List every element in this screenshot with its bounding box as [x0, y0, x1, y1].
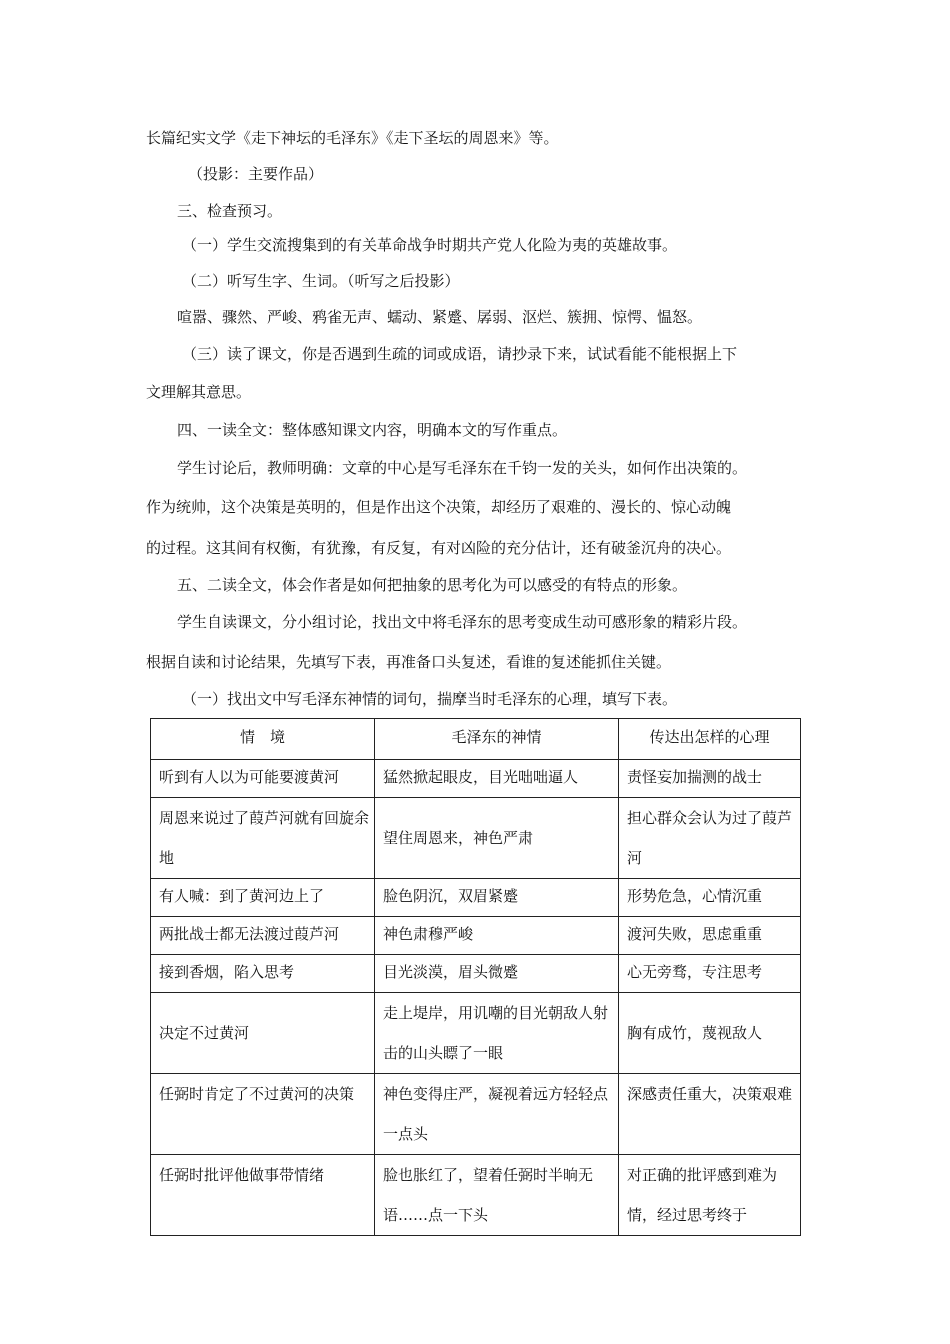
cell-situation: 接到香烟，陷入思考 — [151, 955, 375, 993]
table-row — [151, 1155, 801, 1236]
paragraph: （三）读了课文，你是否遇到生疏的词或成语，请抄录下来，试试看能不能根据上下 — [182, 345, 738, 363]
cell-situation: 任弼时批评他做事带情绪 — [151, 1155, 375, 1236]
table-row — [151, 879, 801, 917]
table-row — [151, 917, 801, 955]
table-row — [151, 955, 801, 993]
cell-situation: 有人喊：到了黄河边上了 — [151, 879, 375, 917]
cell-situation: 周恩来说过了葭芦河就有回旋余地 — [151, 798, 375, 879]
section-heading: 三、检查预习。 — [177, 202, 283, 220]
header-situation: 情 境 — [151, 719, 375, 760]
paragraph: 学生自读课文，分小组讨论，找出文中将毛泽东的思考变成生动可感形象的精彩片段。 — [177, 613, 748, 631]
cell-situation: 决定不过黄河 — [151, 993, 375, 1074]
paragraph: 根据自读和讨论结果，先填写下表，再准备口头复述，看谁的复述能抓住关键。 — [146, 653, 672, 671]
cell-situation: 听到有人以为可能要渡黄河 — [151, 760, 375, 798]
table-row — [151, 798, 801, 879]
cell-psychology: 担心群众会认为过了葭芦河 — [619, 798, 801, 879]
cell-psychology: 责怪妄加揣测的战士 — [619, 760, 801, 798]
cell-expression: 望住周恩来，神色严肃 — [375, 798, 619, 879]
section-heading: 四、一读全文：整体感知课文内容，明确本文的写作重点。 — [177, 421, 568, 439]
header-psychology: 传达出怎样的心理 — [619, 719, 801, 760]
paragraph: （投影：主要作品） — [188, 165, 324, 183]
cell-expression: 脸色阴沉，双眉紧蹙 — [375, 879, 619, 917]
table-row — [151, 1074, 801, 1155]
cell-expression: 脸也胀红了，望着任弼时半晌无语……点一下头 — [375, 1155, 619, 1236]
paragraph: 文理解其意思。 — [146, 383, 252, 401]
cell-expression: 猛然掀起眼皮，目光咄咄逼人 — [375, 760, 619, 798]
header-expression: 毛泽东的神情 — [375, 719, 619, 760]
paragraph: （二）听写生字、生词。（听写之后投影） — [182, 272, 460, 290]
paragraph: 作为统帅，这个决策是英明的，但是作出这个决策，却经历了艰难的、漫长的、惊心动魄 — [146, 498, 732, 516]
cell-expression: 神色肃穆严峻 — [375, 917, 619, 955]
cell-psychology: 胸有成竹，蔑视敌人 — [619, 993, 801, 1074]
paragraph: 长篇纪实文学《走下神坛的毛泽东》《走下圣坛的周恩来》等。 — [146, 129, 559, 147]
cell-psychology: 深感责任重大，决策艰难 — [619, 1074, 801, 1155]
vocabulary-list: 喧嚣、骤然、严峻、鸦雀无声、蠕动、紧蹙、孱弱、沤烂、簇拥、惊愕、愠怒。 — [177, 308, 703, 326]
paragraph: （一）找出文中写毛泽东神情的词句，揣摩当时毛泽东的心理，填写下表。 — [182, 690, 678, 708]
cell-psychology: 对正确的批评感到难为情，经过思考终于 — [619, 1155, 801, 1236]
cell-psychology: 形势危急，心情沉重 — [619, 879, 801, 917]
expression-table — [150, 718, 801, 1236]
cell-situation: 任弼时肯定了不过黄河的决策 — [151, 1074, 375, 1155]
paragraph: 学生讨论后，教师明确：文章的中心是写毛泽东在千钧一发的关头，如何作出决策的。 — [177, 459, 748, 477]
cell-psychology: 心无旁骛，专注思考 — [619, 955, 801, 993]
table-row — [151, 993, 801, 1074]
table-row — [151, 760, 801, 798]
cell-situation: 两批战士都无法渡过葭芦河 — [151, 917, 375, 955]
table-header-row — [151, 719, 801, 760]
paragraph: 的过程。这其间有权衡，有犹豫，有反复，有对凶险的充分估计，还有破釜沉舟的决心。 — [146, 539, 732, 557]
cell-expression: 目光淡漠，眉头微蹙 — [375, 955, 619, 993]
cell-psychology: 渡河失败，思虑重重 — [619, 917, 801, 955]
cell-expression: 走上堤岸，用讥嘲的目光朝敌人射击的山头瞟了一眼 — [375, 993, 619, 1074]
section-heading: 五、二读全文，体会作者是如何把抽象的思考化为可以感受的有特点的形象。 — [177, 576, 688, 594]
cell-expression: 神色变得庄严，凝视着远方轻轻点一点头 — [375, 1074, 619, 1155]
paragraph: （一）学生交流搜集到的有关革命战争时期共产党人化险为夷的英雄故事。 — [182, 236, 678, 254]
